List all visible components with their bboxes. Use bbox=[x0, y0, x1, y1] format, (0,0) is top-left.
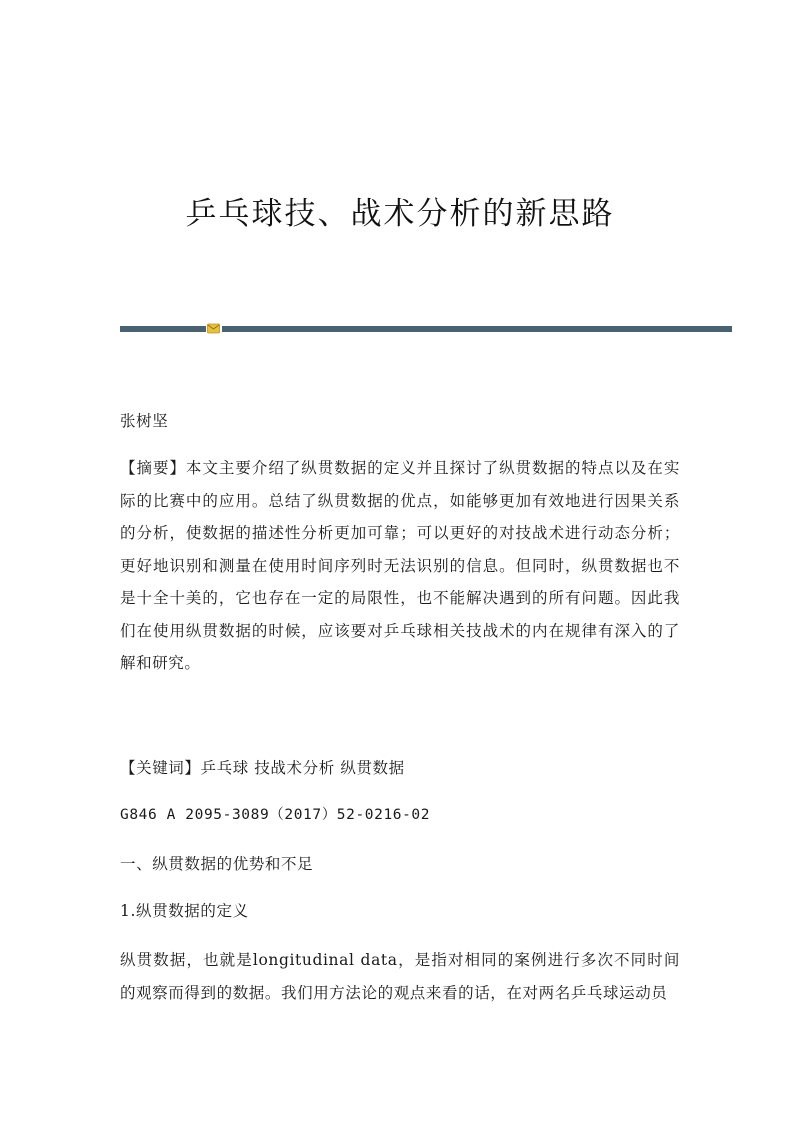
author-name: 张树坚 bbox=[120, 412, 169, 430]
title-divider bbox=[120, 326, 732, 332]
keywords-line: 【关键词】乒乓球 技战术分析 纵贯数据 bbox=[120, 759, 405, 777]
paper-title: 乒乓球技、战术分析的新思路 bbox=[185, 196, 615, 232]
classification-code: G846 A 2095-3089（2017）52-0216-02 bbox=[120, 807, 431, 823]
body-paragraph: 纵贯数据，也就是longitudinal data，是指对相同的案例进行多次不同时间的观察而得到的数据。我们用方法论的观点来看的话，在对两名乒乓球运动员 bbox=[120, 951, 680, 1002]
subsection-heading: 1.纵贯数据的定义 bbox=[120, 902, 249, 920]
envelope-icon bbox=[207, 323, 220, 334]
section-heading: 一、纵贯数据的优势和不足 bbox=[120, 855, 314, 873]
divider-left-bar bbox=[120, 326, 206, 332]
divider-right-bar bbox=[222, 326, 732, 332]
abstract-paragraph: 【摘要】本文主要介绍了纵贯数据的定义并且探讨了纵贯数据的特点以及在实际的比赛中的应用。总结了纵贯数据的优点，如能够更加有效地进行因果关系的分析，使数据的描述性分析更加可靠；可以更好的对技战术进行动态分析；更好地识别和测量在使用时间序列时无法识别的信息。但同时，纵贯数据也不是十全十美的，它也存在一定的局限性，也不能解决遇到的所有问题。因此我们在使用纵贯数据的时候，应该要对乒乓球相关技战术的内在规律有深入的了解和研究。 bbox=[120, 459, 680, 672]
